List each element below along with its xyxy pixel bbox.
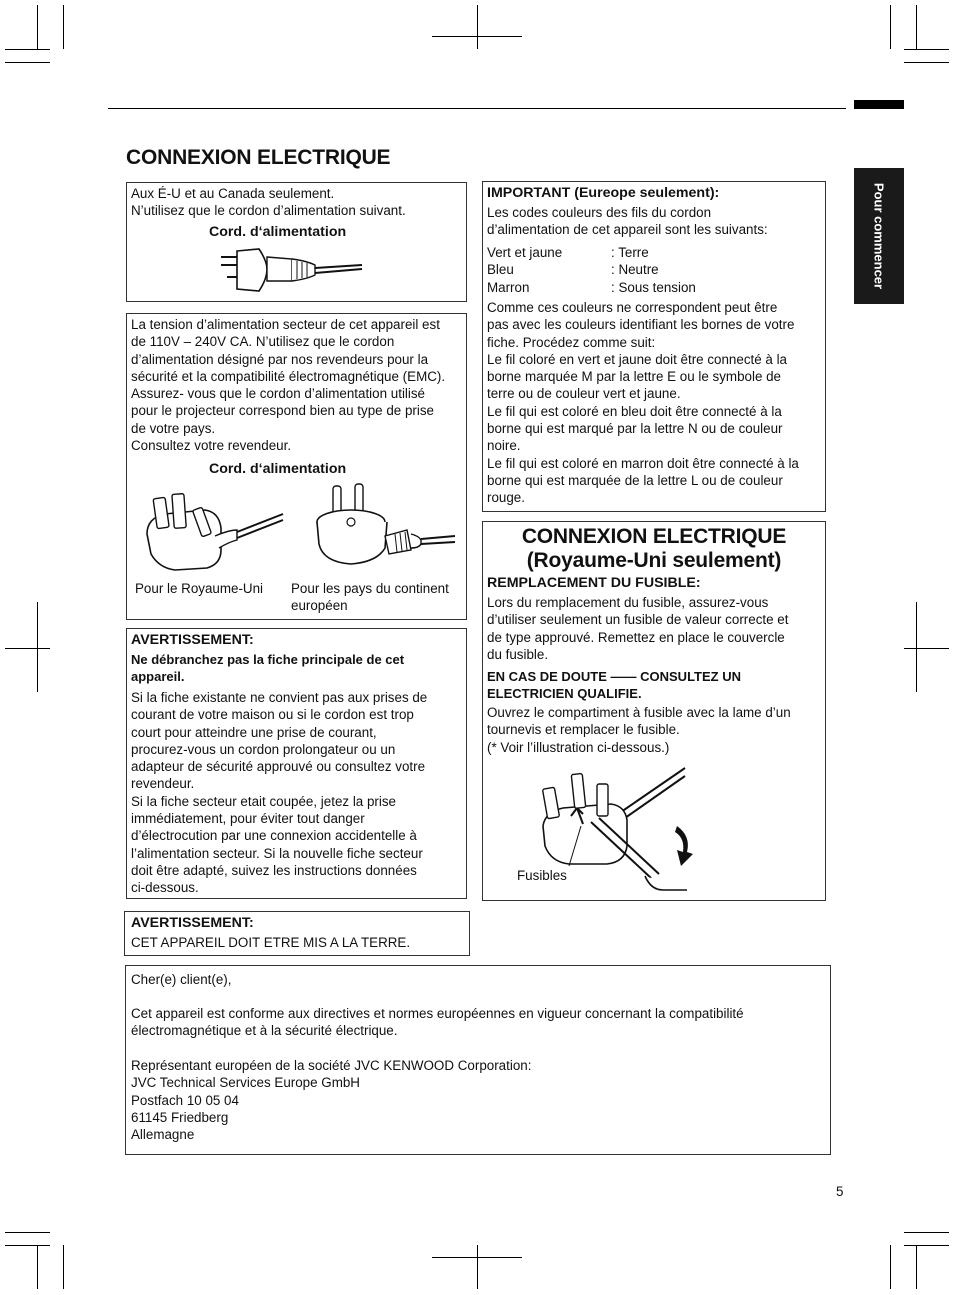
fuse-label: Fusibles [517, 868, 567, 883]
voltage-cord-label: Cord. d‘alimentation [209, 461, 347, 477]
box-usa-canada [126, 182, 467, 302]
us-plug-icon [207, 247, 367, 297]
fuse-heading: REMPLACEMENT DU FUSIBLE: [487, 575, 701, 591]
page-title: CONNEXION ELECTRIQUE [126, 146, 391, 169]
caption-uk: Pour le Royaume-Uni [135, 581, 264, 596]
customer-para1: Cet appareil est conforme aux directives et normes européennes en vigueur concernant la compatibilité électromagnétique et à la sécurité électrique. [131, 1006, 744, 1039]
customer-para2: Représentant européen de la société JVC KENWOOD Corporation: JVC Technical Services Europe GmbH Postfach 10 05 04 61145 Friedberg Allemagne [131, 1058, 532, 1143]
eu-plug-icon [307, 484, 457, 574]
box-warning-ground [124, 911, 470, 956]
box-warning-main [126, 628, 467, 899]
colors-list [487, 244, 696, 296]
header-rule [108, 108, 846, 109]
doubt-heading: EN CAS DE DOUTE —— CONSULTEZ UN ELECTRICIEN QUALIFIE. [487, 669, 741, 702]
side-tab [854, 168, 904, 304]
color-row: Marron : Sous tension [487, 279, 696, 295]
usa-cord-label: Cord. d‘alimentation [209, 224, 347, 240]
color-row: Bleu : Neutre [487, 262, 659, 278]
header-black-bar [854, 100, 904, 109]
warning2-title: AVERTISSEMENT: [131, 915, 254, 931]
voltage-text: La tension d’alimentation secteur de cet appareil est de 110V – 240V CA. N’utilisez que le cordon d’alimentation désigné par nos revendeurs pour la sécurité et la compatibilité électromagnétique (EMC). Assurez- vous que le cordon d’alimentation utilisé pour le projecteur correspond bien au type de prise de votre pays. Consultez votre revendeur. [131, 317, 446, 454]
important-title: IMPORTANT (Eureope seulement): [487, 185, 720, 201]
warning1-title: AVERTISSEMENT: [131, 632, 254, 648]
box-customer [125, 965, 831, 1155]
usa-line1: Aux É-U et au Canada seulement. [131, 186, 335, 201]
important-intro: Les codes couleurs des fils du cordon d’alimentation de cet appareil sont les suivants: [487, 205, 768, 238]
uk-title-line2: (Royaume-Uni seulement) [526, 549, 782, 572]
caption-eu: Pour les pays du continent européen [291, 581, 449, 614]
uk-plug-icon [145, 494, 285, 574]
warning2-text: CET APPAREIL DOIT ETRE MIS A LA TERRE. [131, 935, 411, 950]
important-text: Comme ces couleurs ne correspondent peut être pas avec les couleurs identifiant les bornes de votre fiche. Procédez comme suit: Le fil coloré en vert et jaune doit être connecté à la borne marquée M par la lettre E ou le symbole de terre ou de couleur vert et jaune. Le fil qui est coloré en bleu doit être connecté à la borne qui est marqué par la lettre N ou de couleur noire. Le fil qui est coloré en marron doit être connecté à la borne qui est marquée de la lettre L ou de couleur rouge. [487, 300, 799, 506]
uk-title-line1: CONNEXION ELECTRIQUE [521, 525, 787, 548]
box-important [482, 181, 826, 512]
fuse-text: Lors du remplacement du fusible, assurez-vous d’utiliser seulement un fusible de valeur correcte et de type approuvé. Remettez en place le couvercle du fusible. [487, 595, 789, 662]
color-row: Vert et jaune : Terre [487, 245, 649, 260]
customer-greeting: Cher(e) client(e), [131, 972, 232, 987]
warning1-text: Si la fiche existante ne convient pas aux prises de courant de votre maison ou si le cordon est trop court pour atteindre une prise de courant, procurez-vous un cordon prolongateur ou un adapteur de sécurité approuvé ou consultez votre revendeur. Si la fiche secteur etait coupée, jetez la prise immédiatement, pour éviter tout danger d’électrocution par une connexion accidentelle à l’alimentation secteur. Si la nouvelle fiche secteur doit être adapté, suivez les instructions données ci-dessous. [131, 690, 428, 896]
box-voltage [126, 313, 467, 620]
box-uk [482, 521, 826, 901]
usa-line2: N’utilisez que le cordon d’alimentation suivant. [131, 203, 406, 218]
page-number: 5 [836, 1184, 844, 1199]
doubt-text: Ouvrez le compartiment à fusible avec la lame d’un tournevis et remplacer le fusible. (* Voir l’illustration ci-dessous.) [487, 705, 791, 755]
warning1-subtitle: Ne débranchez pas la fiche principale de cet appareil. [131, 652, 405, 685]
side-tab-label: Pour commencer [871, 182, 887, 290]
